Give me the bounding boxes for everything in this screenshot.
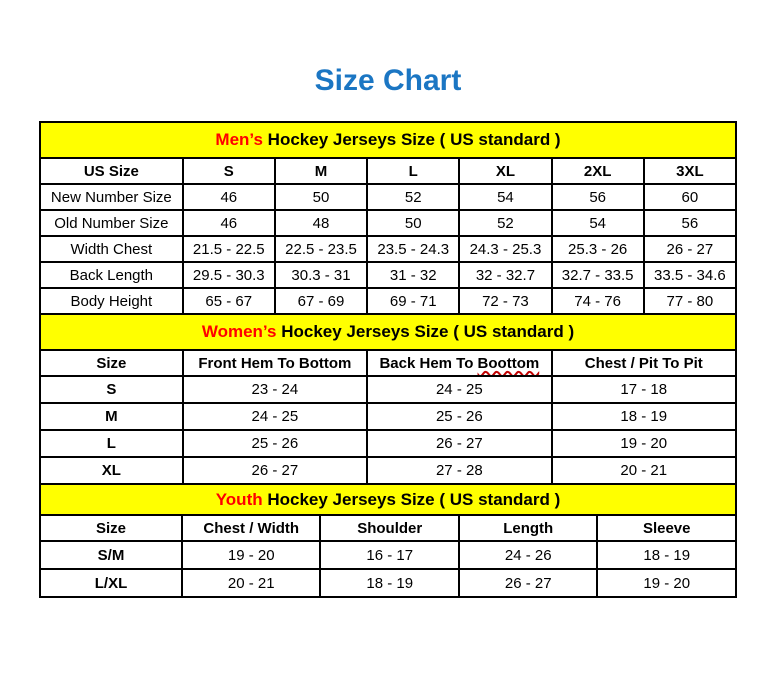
womens-cell: 17 - 18 [552, 376, 736, 403]
mens-row-label: Old Number Size [40, 210, 183, 236]
youth-size-table [39, 483, 737, 598]
womens-column-header-row [40, 350, 736, 376]
youth-column-header-2: Shoulder [320, 515, 459, 541]
youth-row-label: L/XL [40, 569, 182, 597]
mens-row-label: Back Length [40, 262, 183, 288]
mens-cell: 32.7 - 33.5 [552, 262, 644, 288]
youth-cell: 19 - 20 [182, 541, 321, 569]
mens-cell: 26 - 27 [644, 236, 736, 262]
page-title: Size Chart [314, 64, 462, 97]
womens-cell: 20 - 21 [552, 457, 736, 484]
womens-cell: 19 - 20 [552, 430, 736, 457]
womens-cell: 18 - 19 [552, 403, 736, 430]
womens-size-table [39, 313, 737, 485]
mens-cell: 56 [552, 184, 644, 210]
mens-row-label: New Number Size [40, 184, 183, 210]
mens-column-header-2: M [275, 158, 367, 184]
mens-row-0 [40, 184, 736, 210]
mens-cell: 56 [644, 210, 736, 236]
mens-row-4 [40, 288, 736, 314]
youth-section-accent-word: Youth [215, 489, 263, 509]
youth-column-header-3: Length [459, 515, 598, 541]
womens-section-header-row [40, 314, 736, 350]
mens-cell: 46 [183, 184, 275, 210]
mens-cell: 22.5 - 23.5 [275, 236, 367, 262]
mens-cell: 48 [275, 210, 367, 236]
mens-cell: 52 [367, 184, 459, 210]
youth-column-header-row [40, 515, 736, 541]
mens-cell: 54 [459, 184, 551, 210]
womens-cell: 24 - 25 [367, 376, 551, 403]
womens-cell: 26 - 27 [367, 430, 551, 457]
womens-row-label: L [40, 430, 183, 457]
mens-row-1 [40, 210, 736, 236]
mens-cell: 25.3 - 26 [552, 236, 644, 262]
mens-column-header-1: S [183, 158, 275, 184]
youth-column-header-1: Chest / Width [182, 515, 321, 541]
youth-cell: 20 - 21 [182, 569, 321, 597]
mens-cell: 30.3 - 31 [275, 262, 367, 288]
youth-section-header-row [40, 484, 736, 515]
misspelled-word-with-squiggle: Boottom [477, 354, 540, 372]
mens-cell: 32 - 32.7 [459, 262, 551, 288]
womens-column-header-1: Front Hem To Bottom [183, 350, 367, 376]
womens-section-accent-word: Women’s [201, 322, 277, 341]
womens-column-header-3: Chest / Pit To Pit [552, 350, 736, 376]
mens-cell: 21.5 - 22.5 [183, 236, 275, 262]
mens-section-accent-word: Men’s [215, 130, 263, 149]
womens-row-label: M [40, 403, 183, 430]
mens-cell: 65 - 67 [183, 288, 275, 314]
mens-column-header-5: 2XL [552, 158, 644, 184]
mens-column-header-row [40, 158, 736, 184]
mens-cell: 72 - 73 [459, 288, 551, 314]
mens-row-3 [40, 262, 736, 288]
womens-cell: 26 - 27 [183, 457, 367, 484]
mens-row-label: Body Height [40, 288, 183, 314]
womens-cell: 27 - 28 [367, 457, 551, 484]
mens-section-header [40, 122, 736, 158]
womens-row-3 [40, 457, 736, 484]
mens-cell: 60 [644, 184, 736, 210]
youth-column-header-0: Size [40, 515, 182, 541]
youth-cell: 19 - 20 [597, 569, 736, 597]
mens-column-header-4: XL [459, 158, 551, 184]
size-chart [39, 121, 737, 598]
womens-cell: 23 - 24 [183, 376, 367, 403]
womens-cell: 25 - 26 [183, 430, 367, 457]
womens-column-header-0: Size [40, 350, 183, 376]
mens-cell: 46 [183, 210, 275, 236]
youth-section-header [40, 484, 736, 515]
mens-cell: 31 - 32 [367, 262, 459, 288]
mens-column-header-6: 3XL [644, 158, 736, 184]
mens-cell: 29.5 - 30.3 [183, 262, 275, 288]
mens-row-2 [40, 236, 736, 262]
mens-cell: 54 [552, 210, 644, 236]
womens-row-1 [40, 403, 736, 430]
womens-row-label: XL [40, 457, 183, 484]
column-header-text: Back Hem To [379, 354, 478, 372]
womens-row-2 [40, 430, 736, 457]
mens-cell: 77 - 80 [644, 288, 736, 314]
mens-cell: 50 [275, 184, 367, 210]
youth-cell: 16 - 17 [320, 541, 459, 569]
mens-cell: 67 - 69 [275, 288, 367, 314]
womens-cell: 24 - 25 [183, 403, 367, 430]
mens-size-table [39, 121, 737, 315]
mens-cell: 52 [459, 210, 551, 236]
mens-column-header-0: US Size [40, 158, 183, 184]
youth-section-title-rest: Hockey Jerseys Size ( US standard ) [262, 489, 561, 509]
youth-row-1 [40, 569, 736, 597]
youth-cell: 26 - 27 [459, 569, 598, 597]
mens-section-title-rest: Hockey Jerseys Size ( US standard ) [262, 130, 561, 149]
womens-row-0 [40, 376, 736, 403]
womens-section-header [40, 314, 736, 350]
womens-cell: 25 - 26 [367, 403, 551, 430]
mens-row-label: Width Chest [40, 236, 183, 262]
youth-row-0 [40, 541, 736, 569]
youth-cell: 24 - 26 [459, 541, 598, 569]
mens-cell: 74 - 76 [552, 288, 644, 314]
youth-cell: 18 - 19 [597, 541, 736, 569]
womens-row-label: S [40, 376, 183, 403]
youth-cell: 18 - 19 [320, 569, 459, 597]
mens-column-header-3: L [367, 158, 459, 184]
mens-cell: 24.3 - 25.3 [459, 236, 551, 262]
mens-cell: 33.5 - 34.6 [644, 262, 736, 288]
womens-section-title-rest: Hockey Jerseys Size ( US standard ) [276, 322, 575, 341]
mens-cell: 50 [367, 210, 459, 236]
mens-cell: 69 - 71 [367, 288, 459, 314]
mens-cell: 23.5 - 24.3 [367, 236, 459, 262]
womens-column-header-2 [367, 350, 551, 376]
youth-column-header-4: Sleeve [597, 515, 736, 541]
youth-row-label: S/M [40, 541, 182, 569]
mens-section-header-row [40, 122, 736, 158]
